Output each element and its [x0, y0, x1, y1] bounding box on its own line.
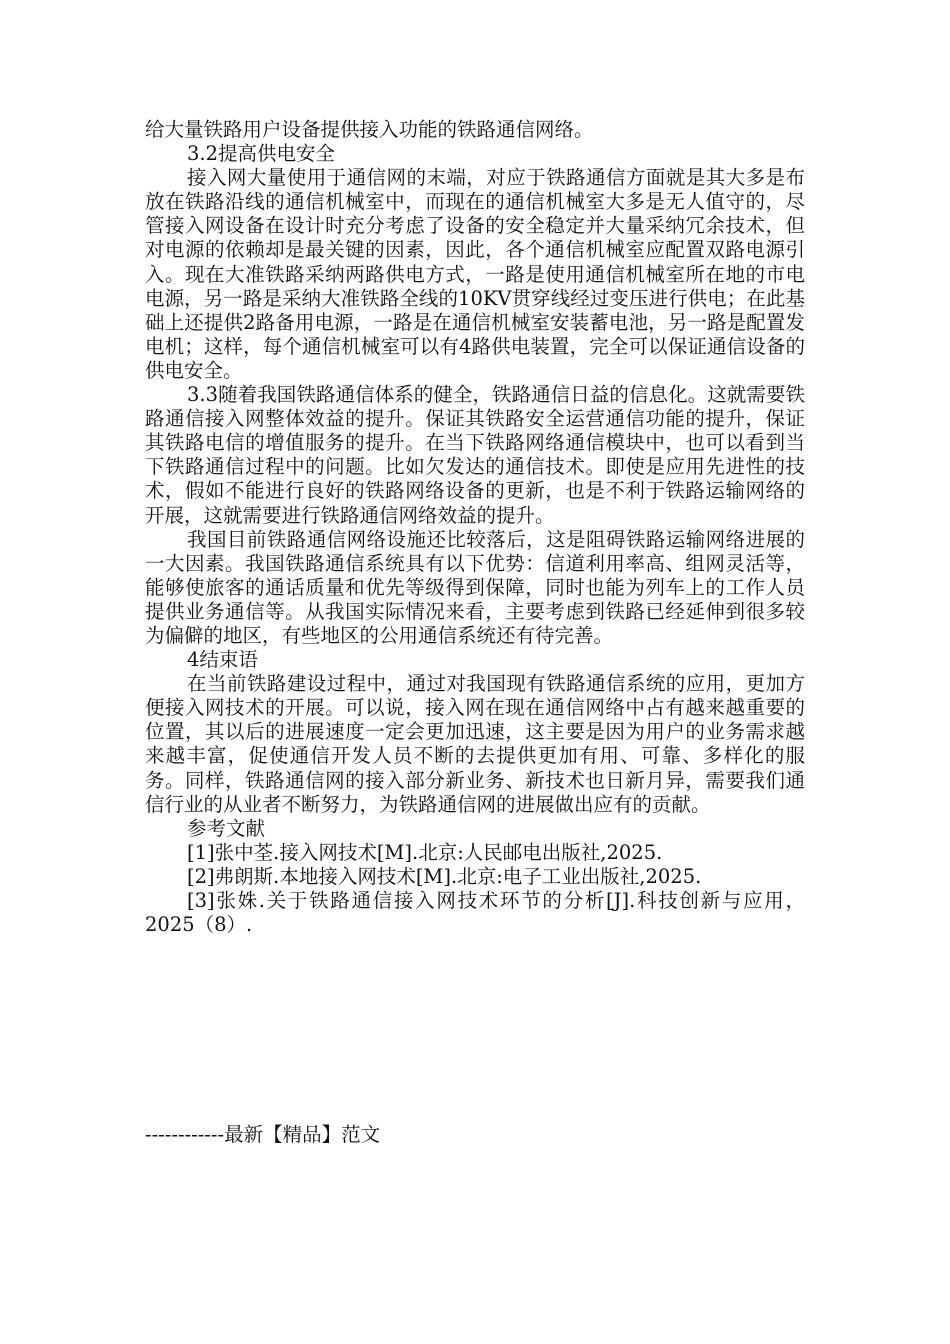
paragraph-power-supply: 接入网大量使用于通信网的末端，对应于铁路通信方面就是其大多是布放在铁路沿线的通信机械室中，而现在的通信机械室大多是无人值守的，尽管接入网设备在设计时充分考虑了设备的安全稳定并大量采纳冗余技术，但对电源的依赖却是最关键的因素，因此，各个通信机械室应配置双路电源引入。现在大准铁路采纳两路供电方式，一路是使用通信机械室所在地的市电电源，另一路是采纳大准铁路全线的10KV贯穿线经过变压进行供电；在此基础上还提供2路备用电源，一路是在通信机械室安装蓄电池，另一路是配置发电机；这样，每个通信机械室可以有4路供电装置，完全可以保证通信设备的供电安全。 — [145, 166, 805, 382]
paragraph-network-status: 我国目前铁路通信网络设施还比较落后，这是阻碍铁路运输网络进展的一大因素。我国铁路通信系统具有以下优势：信道利用率高、组网灵活等，能够使旅客的通话质量和优先等级得到保障，同时也能为列车上的工作人员提供业务通信等。从我国实际情况来看，主要考虑到铁路已经延伸到很多较为偏僻的地区，有些地区的公用通信系统还有待完善。 — [145, 527, 805, 647]
paragraph-section-3-3: 3.3随着我国铁路通信体系的健全，铁路通信日益的信息化。这就需要铁路通信接入网整体效益的提升。保证其铁路安全运营通信功能的提升，保证其铁路电信的增值服务的提升。在当下铁路网络通信模块中，也可以看到当下铁路通信过程中的问题。比如欠发达的通信技术。即使是应用先进性的技术，假如不能进行良好的铁路网络设备的更新，也是不利于铁路运输网络的开展，这就需要进行铁路通信网络效益的提升。 — [145, 383, 805, 527]
reference-item-3: [3]张姝.关于铁路通信接入网技术环节的分析[J].科技创新与应用，2025（8）. — [145, 889, 805, 937]
section-heading-3-2: 3.2提高供电安全 — [187, 142, 336, 166]
document-body — [145, 118, 805, 937]
reference-item-1: [1]张中荃.接入网技术[M].北京:人民邮电出版社,2025. — [187, 840, 663, 864]
reference-item-2: [2]弗朗斯.本地接入网技术[M].北京:电子工业出版社,2025. — [187, 864, 702, 888]
section-heading-conclusion: 4结束语 — [187, 648, 258, 672]
paragraph-conclusion: 在当前铁路建设过程中，通过对我国现有铁路通信系统的应用，更加方便接入网技术的开展。可以说，接入网在现在通信网络中占有越来越重要的位置，其以后的进展速度一定会更加迅速，这主要是因为用户的业务需求越来越丰富，促使通信开发人员不断的去提供更加有用、可靠、多样化的服务。同样，铁路通信网的接入部分新业务、新技术也日新月异，需要我们通信行业的从业者不断努力，为铁路通信网的进展做出应有的贡献。 — [145, 672, 805, 816]
paragraph-continuation: 给大量铁路用户设备提供接入功能的铁路通信网络。 — [145, 118, 594, 141]
footer-banner: ------------最新【精品】范文 — [145, 1123, 381, 1146]
references-heading: 参考文献 — [187, 816, 266, 840]
